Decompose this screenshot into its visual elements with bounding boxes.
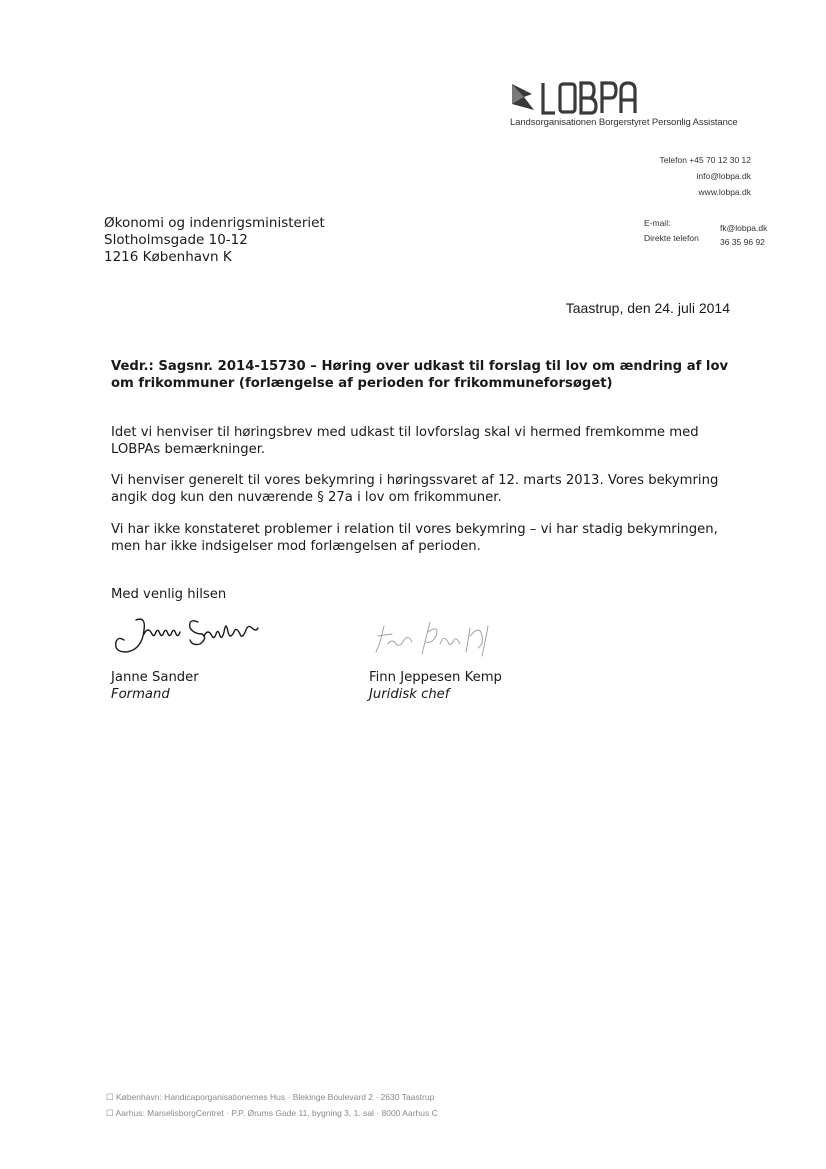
- body-paragraph-2: Vi henviser generelt til vores bekymring i høringssvaret af 12. marts 2013. Vores bekymring angik dog kun den nuværende § 27a i lov om frikommuner.: [111, 473, 719, 505]
- footer-copenhagen-address: ☐ København: Handicaporganisationernes Hus · Blekinge Boulevard 2 · 2630 Taastrup: [106, 1092, 435, 1102]
- signatory-2-title: Juridisk chef: [369, 687, 450, 702]
- contact-phone: Telefon +45 70 12 30 12: [659, 155, 751, 165]
- signature-janne-sander: [108, 610, 278, 665]
- signatory-1-title: Formand: [111, 687, 170, 702]
- letter-date: Taastrup, den 24. juli 2014: [565, 300, 730, 316]
- closing-greeting: Med venlig hilsen: [111, 587, 227, 602]
- direct-phone-label: Direkte telefon: [644, 233, 699, 243]
- signatory-1-name: Janne Sander: [111, 670, 199, 685]
- body-paragraph-1: Idet vi henviser til høringsbrev med udkast til lovforslag skal vi hermed fremkomme med LOBPAs bemærkninger.: [111, 425, 699, 457]
- direct-email-value[interactable]: fk@lobpa.dk: [720, 223, 768, 233]
- contact-email[interactable]: info@lobpa.dk: [696, 171, 751, 181]
- contact-web[interactable]: www.lobpa.dk: [698, 187, 751, 197]
- recipient-city: 1216 København K: [104, 249, 232, 265]
- lobpa-logo: [510, 80, 760, 130]
- signature-finn-jeppesen-kemp: [370, 614, 510, 662]
- direct-email-label: E-mail:: [644, 218, 671, 228]
- body-paragraph-3: Vi har ikke konstateret problemer i relation til vores bekymring – vi har stadig bekymringen, men har ikke indsigelser mod forlængelsen af perioden.: [111, 522, 718, 554]
- direct-phone-value: 36 35 96 92: [720, 237, 765, 247]
- signatory-2-name: Finn Jeppesen Kemp: [369, 670, 502, 685]
- recipient-street: Slotholmsgade 10-12: [104, 232, 248, 248]
- lobpa-logo-mark: [510, 80, 750, 118]
- footer-aarhus-address: ☐ Aarhus: MarselisborgCentret · P.P. Ørums Gade 11, bygning 3, 1. sal · 8000 Aarhus C: [106, 1108, 438, 1118]
- letter-subject: Vedr.: Sagsnr. 2014-15730 – Høring over udkast til forslag til lov om ændring af lov om frikommuner (forlængelse af perioden for frikommuneforsøget): [111, 359, 729, 391]
- recipient-name: Økonomi og indenrigsministeriet: [104, 215, 325, 231]
- organization-name: Landsorganisationen Borgerstyret Personlig Assistance: [510, 117, 738, 128]
